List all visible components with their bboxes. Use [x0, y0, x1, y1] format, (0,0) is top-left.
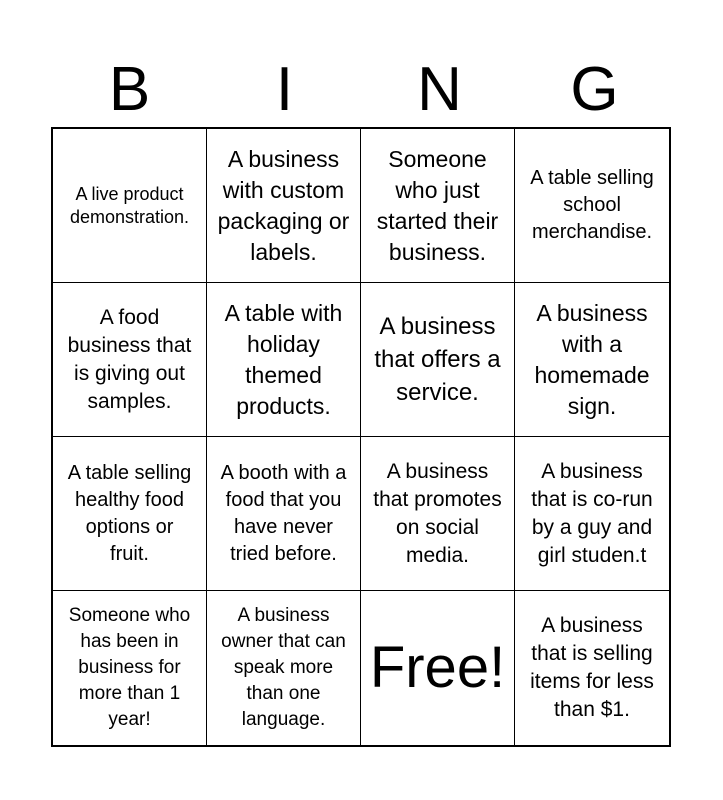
bingo-cell[interactable]: [515, 437, 669, 591]
cell-text: A table selling school merchandise.: [530, 167, 654, 243]
header-letter-b: B: [108, 55, 151, 124]
cell-text: A business that is co-run by a guy and girl studen.t: [531, 459, 653, 567]
bingo-cell[interactable]: [361, 129, 515, 283]
bingo-cell[interactable]: [515, 591, 669, 745]
bingo-cell[interactable]: [361, 437, 515, 591]
bingo-board: [51, 127, 671, 747]
cell-text: A business with custom packaging or labels.: [217, 145, 350, 265]
bingo-cell[interactable]: [207, 283, 361, 437]
cell-text: Someone who has been in business for more than 1 year!: [68, 605, 191, 730]
cell-text: A live product demonstration.: [69, 183, 190, 227]
cell-text: A food business that is giving out samples.: [67, 305, 192, 413]
free-space-cell[interactable]: [361, 591, 515, 745]
cell-text: A table with holiday themed products.: [224, 299, 343, 419]
cell-text: A business that offers a service.: [374, 313, 501, 406]
bingo-header: [52, 52, 672, 128]
cell-text: A business that promotes on social media.: [373, 459, 502, 567]
bingo-cell[interactable]: [207, 437, 361, 591]
bingo-cell[interactable]: [515, 283, 669, 437]
header-letter-i: I: [275, 55, 294, 124]
bingo-cell[interactable]: [207, 129, 361, 283]
bingo-cell[interactable]: [207, 591, 361, 745]
cell-text: Someone who just started their business.: [376, 145, 499, 265]
cell-text: A business that is selling items for less than $1.: [530, 614, 654, 721]
cell-text: A business with a homemade sign.: [534, 299, 650, 419]
header-letter-n: N: [417, 55, 462, 124]
bingo-cell[interactable]: [53, 591, 207, 745]
cell-text: A booth with a food that you have never tried before.: [220, 461, 347, 565]
header-letter-g: G: [570, 55, 619, 124]
bingo-cell[interactable]: [53, 129, 207, 283]
free-space-text: Free!: [369, 635, 506, 700]
bingo-cell[interactable]: [53, 437, 207, 591]
bingo-cell[interactable]: [515, 129, 669, 283]
bingo-cell[interactable]: [361, 283, 515, 437]
bingo-cell[interactable]: [53, 283, 207, 437]
cell-text: A table selling healthy food options or fruit.: [67, 461, 192, 565]
cell-text: A business owner that can speak more than one language.: [221, 605, 346, 730]
